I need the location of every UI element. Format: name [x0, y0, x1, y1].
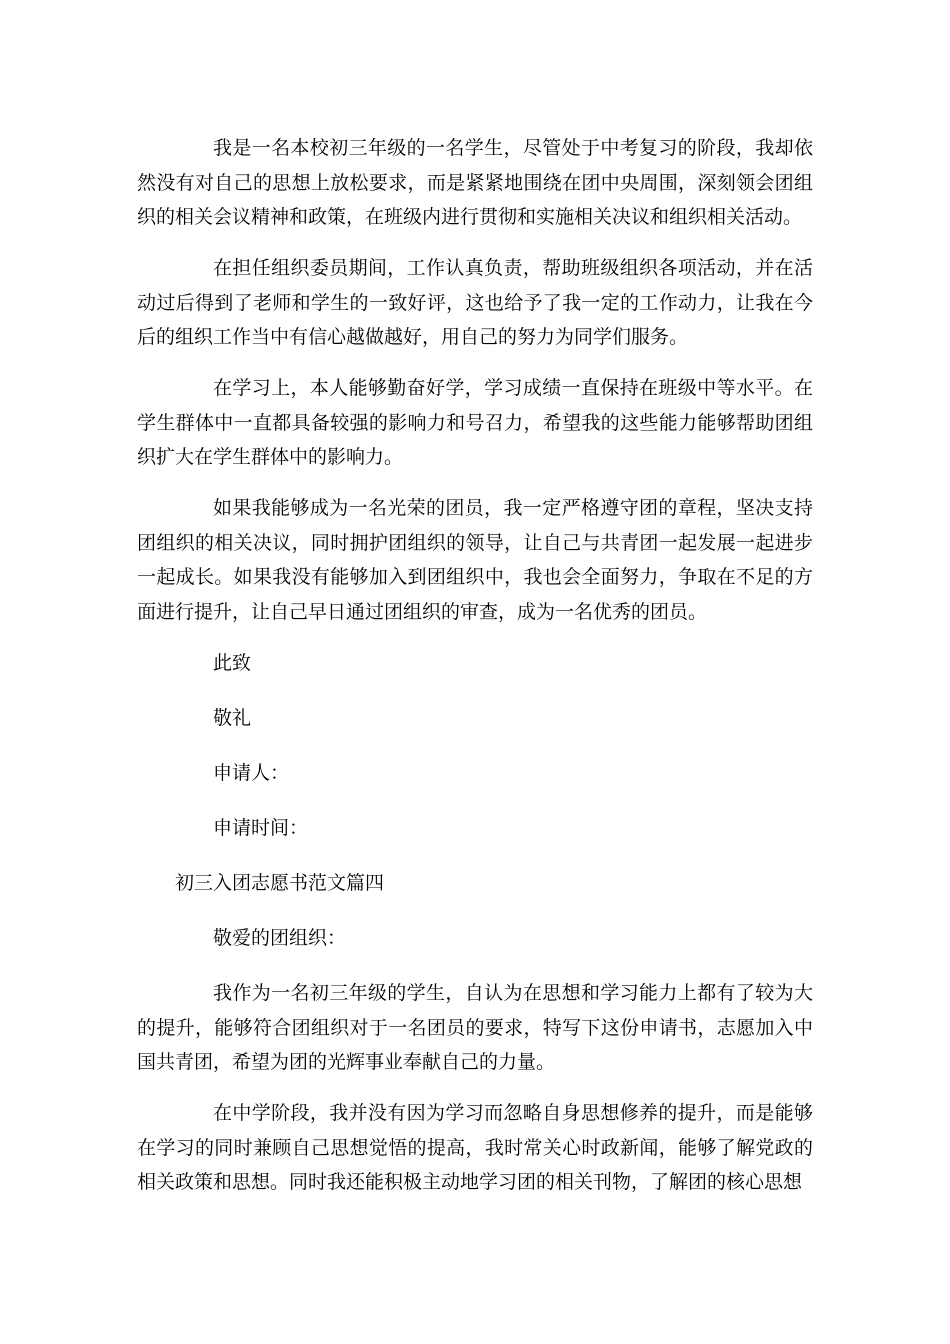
body-paragraph: 在学习上，本人能够勤奋好学，学习成绩一直保持在班级中等水平。在学生群体中一直都具备较强的影响力和号召力，希望我的这些能力能够帮助团组织扩大在学生群体中的影响力。	[137, 377, 813, 468]
date-line: 申请时间：	[213, 817, 309, 839]
greeting-line: 敬爱的团组织：	[213, 927, 347, 949]
salutation-line: 此致	[213, 652, 252, 674]
body-paragraph: 如果我能够成为一名光荣的团员，我一定严格遵守团的章程，坚决支持团组织的相关决议，同时拥护团组织的领导，让自己与共青团一起发展一起进步一起成长。如果我没有能够加入到团组织中，我也会全面努力，争取在不足的方面进行提升，让自己早日通过团组织的审查，成为一名优秀的团员。	[137, 497, 813, 623]
applicant-line: 申请人：	[213, 762, 290, 784]
section-title: 初三入团志愿书范文篇四	[175, 872, 385, 894]
body-paragraph: 在中学阶段，我并没有因为学习而忽略自身思想修养的提升，而是能够在学习的同时兼顾自己思想觉悟的提高，我时常关心时政新闻，能够了解党政的相关政策和思想。同时我还能积极主动地学习团的相关刊物，了解团的核心思想	[137, 1102, 813, 1193]
body-paragraph: 我作为一名初三年级的学生，自认为在思想和学习能力上都有了较为大的提升，能够符合团组织对于一名团员的要求，特写下这份申请书，志愿加入中国共青团，希望为团的光辉事业奉献自己的力量。	[137, 982, 813, 1073]
salutation-line: 敬礼	[213, 707, 252, 729]
body-paragraph: 在担任组织委员期间，工作认真负责，帮助班级组织各项活动，并在活动过后得到了老师和学生的一致好评，这也给予了我一定的工作动力，让我在今后的组织工作当中有信心越做越好，用自己的努力为同学们服务。	[137, 257, 813, 348]
body-paragraph: 我是一名本校初三年级的一名学生，尽管处于中考复习的阶段，我却依然没有对自己的思想上放松要求，而是紧紧地围绕在团中央周围，深刻领会团组织的相关会议精神和政策，在班级内进行贯彻和实施相关决议和组织相关活动。	[137, 137, 813, 228]
